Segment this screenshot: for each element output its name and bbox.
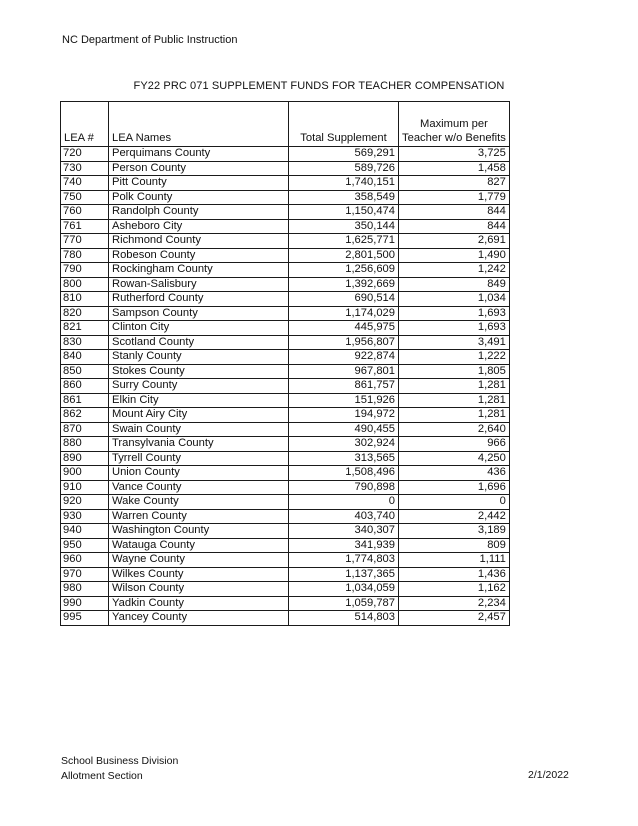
cell-lea-number: 860 xyxy=(61,379,109,394)
cell-maximum-per-teacher: 1,162 xyxy=(399,582,510,597)
cell-lea-number: 850 xyxy=(61,364,109,379)
table-row xyxy=(61,234,510,249)
cell-lea-number: 862 xyxy=(61,408,109,423)
table-body xyxy=(61,147,510,626)
cell-lea-name: Wayne County xyxy=(109,553,289,568)
cell-total-supplement: 350,144 xyxy=(289,219,399,234)
cell-maximum-per-teacher: 809 xyxy=(399,538,510,553)
cell-total-supplement: 2,801,500 xyxy=(289,248,399,263)
cell-lea-name: Surry County xyxy=(109,379,289,394)
cell-total-supplement: 1,625,771 xyxy=(289,234,399,249)
organization-name: NC Department of Public Instruction xyxy=(62,34,238,46)
column-header-max-line1: Maximum per xyxy=(420,118,488,130)
supplement-funds-table xyxy=(60,101,510,626)
table-row xyxy=(61,611,510,626)
table-row xyxy=(61,292,510,307)
cell-maximum-per-teacher: 844 xyxy=(399,205,510,220)
cell-lea-name: Tyrrell County xyxy=(109,451,289,466)
cell-maximum-per-teacher: 1,696 xyxy=(399,480,510,495)
cell-lea-name: Pitt County xyxy=(109,176,289,191)
cell-maximum-per-teacher: 436 xyxy=(399,466,510,481)
cell-lea-name: Asheboro City xyxy=(109,219,289,234)
cell-lea-number: 910 xyxy=(61,480,109,495)
cell-maximum-per-teacher: 1,805 xyxy=(399,364,510,379)
cell-maximum-per-teacher: 2,640 xyxy=(399,422,510,437)
cell-lea-name: Transylvania County xyxy=(109,437,289,452)
cell-lea-name: Person County xyxy=(109,161,289,176)
cell-lea-number: 800 xyxy=(61,277,109,292)
table-row xyxy=(61,596,510,611)
cell-maximum-per-teacher: 3,725 xyxy=(399,147,510,162)
cell-maximum-per-teacher: 2,457 xyxy=(399,611,510,626)
cell-lea-name: Union County xyxy=(109,466,289,481)
cell-lea-number: 950 xyxy=(61,538,109,553)
cell-total-supplement: 1,059,787 xyxy=(289,596,399,611)
cell-total-supplement: 151,926 xyxy=(289,393,399,408)
table-row xyxy=(61,567,510,582)
table-row xyxy=(61,248,510,263)
cell-total-supplement: 1,508,496 xyxy=(289,466,399,481)
table-row xyxy=(61,393,510,408)
table-row xyxy=(61,161,510,176)
cell-maximum-per-teacher: 1,111 xyxy=(399,553,510,568)
cell-lea-name: Mount Airy City xyxy=(109,408,289,423)
cell-total-supplement: 1,034,059 xyxy=(289,582,399,597)
column-header-maximum-per-teacher xyxy=(399,102,510,147)
cell-total-supplement: 341,939 xyxy=(289,538,399,553)
cell-maximum-per-teacher: 3,189 xyxy=(399,524,510,539)
cell-lea-name: Wilson County xyxy=(109,582,289,597)
cell-lea-number: 720 xyxy=(61,147,109,162)
cell-lea-number: 761 xyxy=(61,219,109,234)
column-header-total-supplement: Total Supplement xyxy=(289,102,399,147)
cell-lea-number: 980 xyxy=(61,582,109,597)
cell-total-supplement: 1,150,474 xyxy=(289,205,399,220)
table-row xyxy=(61,408,510,423)
cell-total-supplement: 1,137,365 xyxy=(289,567,399,582)
cell-maximum-per-teacher: 2,442 xyxy=(399,509,510,524)
cell-maximum-per-teacher: 1,034 xyxy=(399,292,510,307)
table-row xyxy=(61,364,510,379)
cell-lea-name: Yadkin County xyxy=(109,596,289,611)
cell-total-supplement: 922,874 xyxy=(289,350,399,365)
cell-total-supplement: 690,514 xyxy=(289,292,399,307)
cell-total-supplement: 569,291 xyxy=(289,147,399,162)
cell-maximum-per-teacher: 1,281 xyxy=(399,408,510,423)
cell-lea-name: Warren County xyxy=(109,509,289,524)
table-row xyxy=(61,190,510,205)
cell-maximum-per-teacher: 1,779 xyxy=(399,190,510,205)
cell-maximum-per-teacher: 1,281 xyxy=(399,393,510,408)
cell-lea-number: 770 xyxy=(61,234,109,249)
table-header-row xyxy=(61,102,510,147)
cell-lea-number: 740 xyxy=(61,176,109,191)
cell-total-supplement: 1,256,609 xyxy=(289,263,399,278)
table-row xyxy=(61,466,510,481)
cell-maximum-per-teacher: 849 xyxy=(399,277,510,292)
cell-lea-name: Randolph County xyxy=(109,205,289,220)
cell-total-supplement: 1,740,151 xyxy=(289,176,399,191)
table-row xyxy=(61,335,510,350)
cell-maximum-per-teacher: 3,491 xyxy=(399,335,510,350)
cell-total-supplement: 1,956,807 xyxy=(289,335,399,350)
cell-total-supplement: 445,975 xyxy=(289,321,399,336)
cell-maximum-per-teacher: 1,436 xyxy=(399,567,510,582)
cell-total-supplement: 0 xyxy=(289,495,399,510)
cell-lea-name: Clinton City xyxy=(109,321,289,336)
cell-lea-name: Yancey County xyxy=(109,611,289,626)
cell-lea-name: Rutherford County xyxy=(109,292,289,307)
cell-total-supplement: 1,774,803 xyxy=(289,553,399,568)
cell-lea-name: Rowan-Salisbury xyxy=(109,277,289,292)
cell-lea-number: 890 xyxy=(61,451,109,466)
cell-total-supplement: 1,174,029 xyxy=(289,306,399,321)
cell-total-supplement: 861,757 xyxy=(289,379,399,394)
table-row xyxy=(61,437,510,452)
table-row xyxy=(61,553,510,568)
cell-maximum-per-teacher: 966 xyxy=(399,437,510,452)
cell-lea-number: 900 xyxy=(61,466,109,481)
footer-block xyxy=(61,754,178,784)
cell-lea-name: Scotland County xyxy=(109,335,289,350)
cell-lea-number: 920 xyxy=(61,495,109,510)
cell-lea-number: 990 xyxy=(61,596,109,611)
cell-lea-name: Swain County xyxy=(109,422,289,437)
cell-maximum-per-teacher: 1,242 xyxy=(399,263,510,278)
cell-total-supplement: 1,392,669 xyxy=(289,277,399,292)
column-header-max-line2: Teacher w/o Benefits xyxy=(402,132,506,144)
cell-lea-number: 870 xyxy=(61,422,109,437)
cell-lea-name: Polk County xyxy=(109,190,289,205)
cell-lea-name: Sampson County xyxy=(109,306,289,321)
table-row xyxy=(61,205,510,220)
cell-lea-name: Wilkes County xyxy=(109,567,289,582)
cell-lea-number: 750 xyxy=(61,190,109,205)
cell-maximum-per-teacher: 1,458 xyxy=(399,161,510,176)
cell-lea-name: Rockingham County xyxy=(109,263,289,278)
cell-lea-name: Stanly County xyxy=(109,350,289,365)
cell-lea-number: 810 xyxy=(61,292,109,307)
table-row xyxy=(61,480,510,495)
cell-lea-number: 861 xyxy=(61,393,109,408)
cell-total-supplement: 514,803 xyxy=(289,611,399,626)
cell-total-supplement: 967,801 xyxy=(289,364,399,379)
cell-maximum-per-teacher: 1,693 xyxy=(399,306,510,321)
cell-total-supplement: 194,972 xyxy=(289,408,399,423)
cell-total-supplement: 790,898 xyxy=(289,480,399,495)
table-row xyxy=(61,538,510,553)
table-row xyxy=(61,524,510,539)
footer-date: 2/1/2022 xyxy=(528,769,569,781)
cell-lea-name: Richmond County xyxy=(109,234,289,249)
table-row xyxy=(61,263,510,278)
cell-total-supplement: 490,455 xyxy=(289,422,399,437)
table-row xyxy=(61,219,510,234)
cell-lea-name: Watauga County xyxy=(109,538,289,553)
footer-division: School Business Division xyxy=(61,755,179,767)
cell-maximum-per-teacher: 0 xyxy=(399,495,510,510)
column-header-lea-names: LEA Names xyxy=(109,102,289,147)
cell-maximum-per-teacher: 827 xyxy=(399,176,510,191)
cell-total-supplement: 358,549 xyxy=(289,190,399,205)
cell-total-supplement: 313,565 xyxy=(289,451,399,466)
cell-total-supplement: 302,924 xyxy=(289,437,399,452)
table-row xyxy=(61,451,510,466)
table-row xyxy=(61,422,510,437)
cell-lea-number: 995 xyxy=(61,611,109,626)
cell-lea-number: 960 xyxy=(61,553,109,568)
cell-lea-number: 780 xyxy=(61,248,109,263)
cell-lea-name: Elkin City xyxy=(109,393,289,408)
document-title: FY22 PRC 071 SUPPLEMENT FUNDS FOR TEACHER COMPENSATION xyxy=(133,80,505,92)
table-row xyxy=(61,147,510,162)
cell-maximum-per-teacher: 1,693 xyxy=(399,321,510,336)
cell-maximum-per-teacher: 1,281 xyxy=(399,379,510,394)
cell-lea-number: 840 xyxy=(61,350,109,365)
table-row xyxy=(61,350,510,365)
cell-maximum-per-teacher: 1,490 xyxy=(399,248,510,263)
table-row xyxy=(61,582,510,597)
cell-lea-number: 930 xyxy=(61,509,109,524)
cell-lea-number: 940 xyxy=(61,524,109,539)
cell-lea-number: 790 xyxy=(61,263,109,278)
cell-lea-name: Vance County xyxy=(109,480,289,495)
cell-maximum-per-teacher: 1,222 xyxy=(399,350,510,365)
cell-lea-name: Washington County xyxy=(109,524,289,539)
footer-section: Allotment Section xyxy=(61,770,143,782)
table-row xyxy=(61,495,510,510)
cell-lea-number: 880 xyxy=(61,437,109,452)
cell-lea-name: Robeson County xyxy=(109,248,289,263)
cell-lea-name: Stokes County xyxy=(109,364,289,379)
cell-maximum-per-teacher: 4,250 xyxy=(399,451,510,466)
table-row xyxy=(61,379,510,394)
column-header-lea: LEA # xyxy=(61,102,109,147)
table-row xyxy=(61,306,510,321)
cell-maximum-per-teacher: 844 xyxy=(399,219,510,234)
cell-lea-number: 830 xyxy=(61,335,109,350)
cell-lea-number: 820 xyxy=(61,306,109,321)
cell-lea-number: 730 xyxy=(61,161,109,176)
table-row xyxy=(61,321,510,336)
cell-lea-number: 760 xyxy=(61,205,109,220)
cell-maximum-per-teacher: 2,234 xyxy=(399,596,510,611)
cell-lea-number: 821 xyxy=(61,321,109,336)
cell-total-supplement: 589,726 xyxy=(289,161,399,176)
cell-total-supplement: 403,740 xyxy=(289,509,399,524)
cell-lea-number: 970 xyxy=(61,567,109,582)
table-row xyxy=(61,176,510,191)
cell-maximum-per-teacher: 2,691 xyxy=(399,234,510,249)
cell-lea-name: Perquimans County xyxy=(109,147,289,162)
cell-lea-name: Wake County xyxy=(109,495,289,510)
table-row xyxy=(61,277,510,292)
table-row xyxy=(61,509,510,524)
cell-total-supplement: 340,307 xyxy=(289,524,399,539)
